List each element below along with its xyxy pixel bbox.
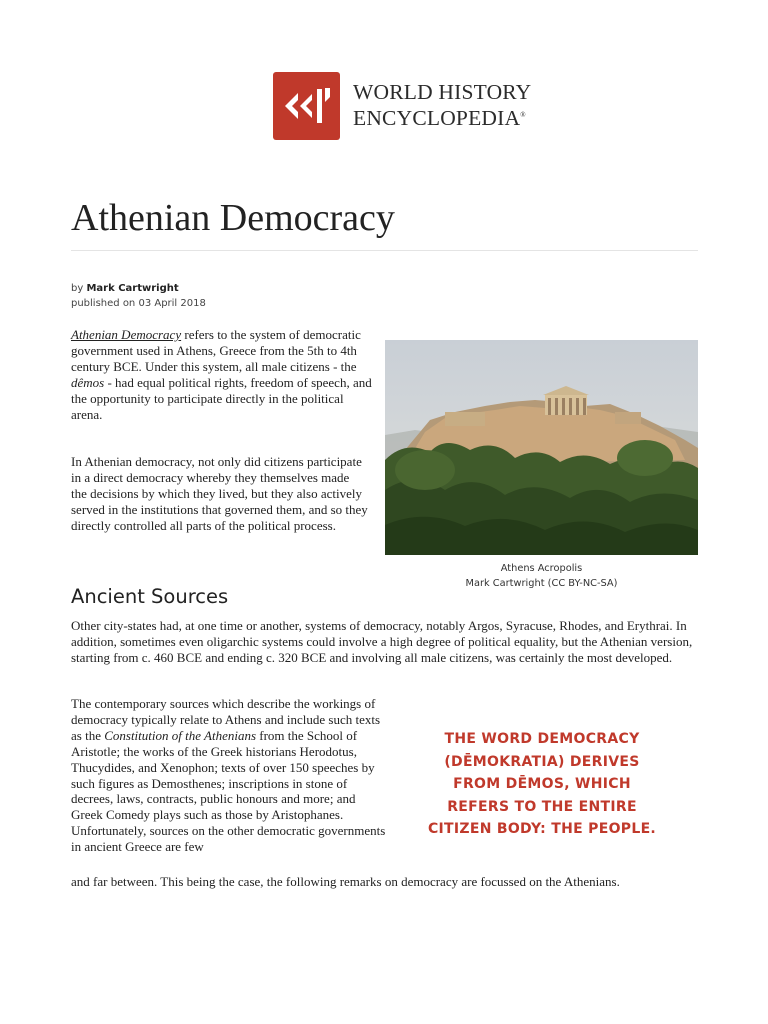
sources-paragraph-1: Other city-states had, at one time or another, systems of democracy, notably Argos, Syracuse, Rhodes, and Erythrai. In addition, sometimes even oligarchic systems could involve a high degree of political equality, but the Athenian version, starting from c. 460 BCE and ending c. 320 BCE and involving all male citizens, was certainly the most developed. xyxy=(71,618,693,665)
intro-p1-text-a: refers to the system of democratic government used in Athens, Greece from the 5th to 4th century BCE. Under this system, all male citizens - the xyxy=(71,327,361,374)
logo-wordmark xyxy=(353,81,531,130)
pull-quote-line-4: REFERS TO THE ENTIRE xyxy=(447,798,637,815)
sources-p2-text-a: The contemporary sources which describe the workings of democracy typically relate to Athens and include such texts as the xyxy=(71,696,381,743)
sources-paragraph-2-continued: and far between. This being the case, the following remarks on democracy are focussed on the Athenians. xyxy=(71,874,620,889)
sources-p2-text-b: from the School of Aristotle; the works of the Greek historians Herodotus, Thucydides, and Xenophon; texts of over 150 speeches by such figures as Demosthenes; inscriptions in stone of decrees, laws, contracts, public honours and more; and Greek Comedy plays such as those by Aristophanes. Unfortunately, sources on the other democratic governments in ancient Greece are few xyxy=(71,727,386,855)
author-link[interactable]: Mark Cartwright xyxy=(86,283,179,294)
logo-line-2: ENCYCLOPEDIA xyxy=(353,106,521,131)
by-prefix: by xyxy=(71,283,84,294)
logo-line-1: WORLD HISTORY xyxy=(353,80,532,105)
pull-quote-line-3: FROM DĒMOS, WHICH xyxy=(453,776,631,792)
page-title: Athenian Democracy xyxy=(71,197,395,239)
title-divider xyxy=(71,250,698,251)
pull-quote-line-1: THE WORD DEMOCRACY xyxy=(444,731,640,747)
registered-mark: ® xyxy=(520,111,526,120)
caption-credit: Mark Cartwright (CC BY-NC-SA) xyxy=(465,578,618,589)
demos-term: dêmos xyxy=(71,374,105,390)
photo-caption xyxy=(385,561,698,591)
article-term-link[interactable]: Athenian Democracy xyxy=(71,327,182,342)
publish-date: published on 03 April 2018 xyxy=(71,298,206,309)
acropolis-photo[interactable] xyxy=(385,340,698,555)
byline xyxy=(71,281,206,311)
pull-quote xyxy=(408,728,676,841)
pull-quote-line-5: CITIZEN BODY: THE PEOPLE. xyxy=(427,821,657,837)
intro-paragraph-1 xyxy=(71,327,376,422)
pull-quote-line-2: (DĒMOKRATIA) DERIVES xyxy=(444,753,640,770)
intro-p1-text-b: - had equal political rights, freedom of speech, and the opportunity to participate directly in the political arena. xyxy=(71,374,372,422)
sources-paragraph-2 xyxy=(71,696,388,855)
logo-mark-icon xyxy=(273,72,340,140)
section-heading: Ancient Sources xyxy=(71,585,229,608)
site-logo[interactable] xyxy=(273,72,531,140)
caption-title: Athens Acropolis xyxy=(500,563,583,574)
intro-paragraph-2: In Athenian democracy, not only did citizens participate in a direct democracy whereby they themselves made the decisions by which they lived, but they also actively served in the institutions that governed them, and so they directly controlled all parts of the political process. xyxy=(71,454,368,533)
constitution-title: Constitution of the Athenians xyxy=(104,727,257,743)
